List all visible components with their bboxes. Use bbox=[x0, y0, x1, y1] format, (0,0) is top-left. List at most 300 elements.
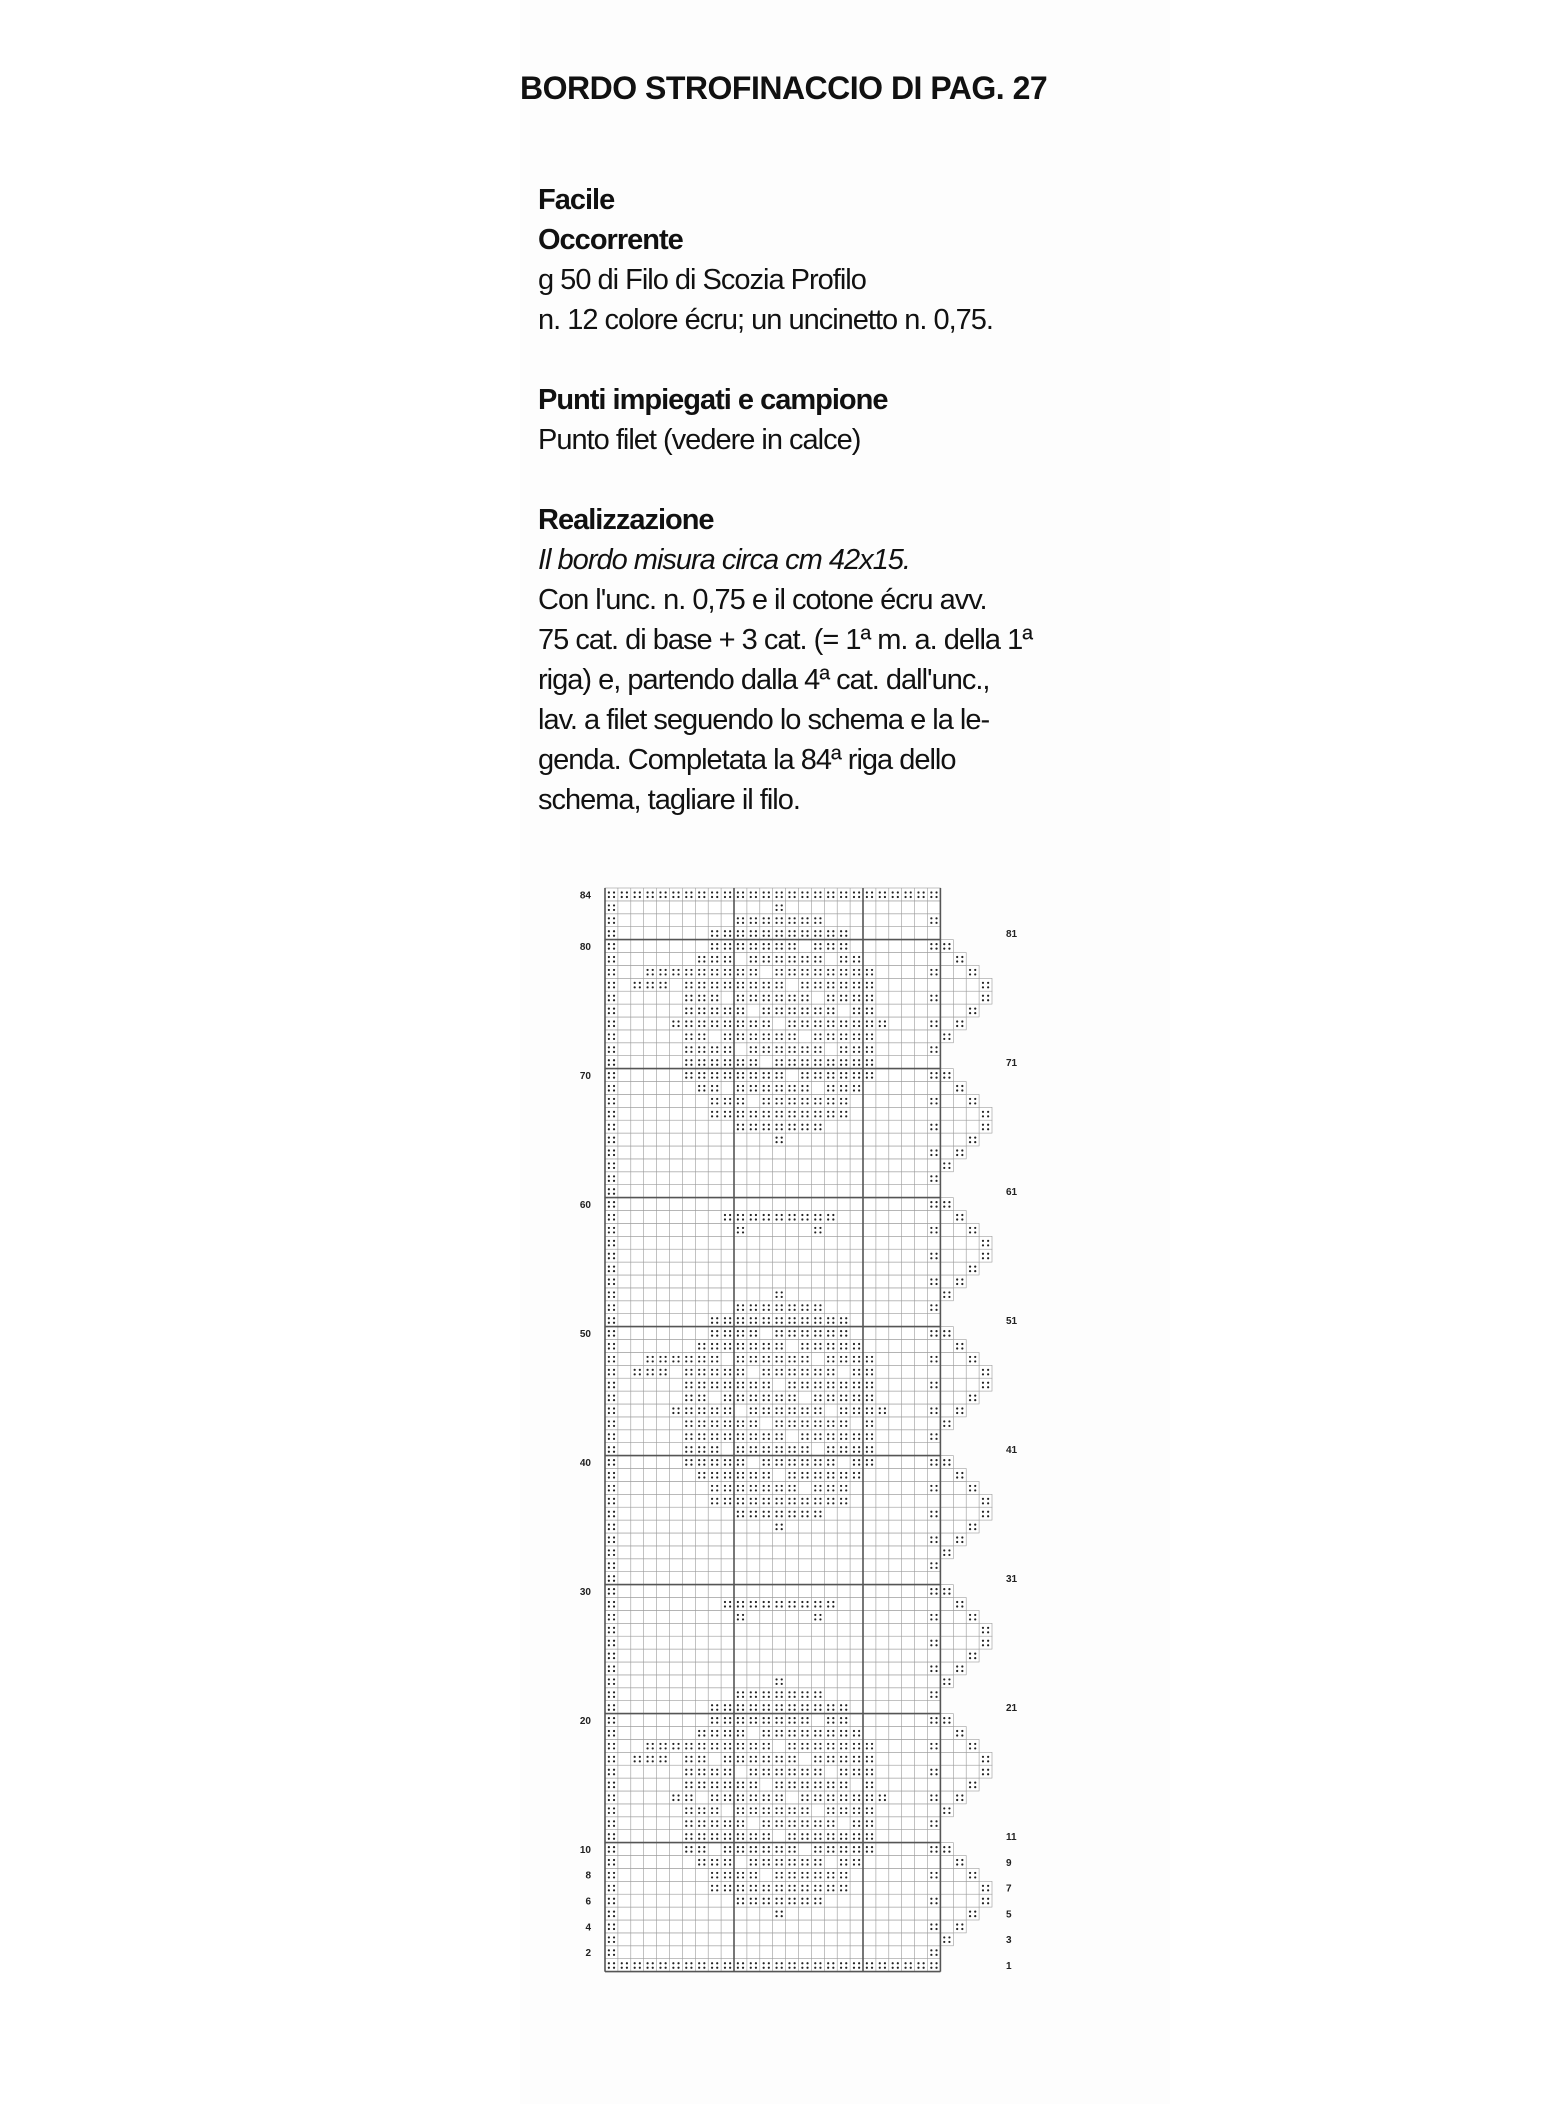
chart-block-dot bbox=[646, 891, 648, 893]
chart-block-dot bbox=[827, 1730, 829, 1732]
chart-block-dot bbox=[698, 1360, 700, 1362]
chart-block-dot bbox=[982, 1373, 984, 1375]
chart-block-dot bbox=[724, 1773, 726, 1775]
chart-block-dot bbox=[827, 1214, 829, 1216]
chart-block-dot bbox=[840, 1476, 842, 1478]
chart-block-dot bbox=[956, 1214, 958, 1216]
chart-block-dot bbox=[613, 1446, 615, 1448]
chart-block-dot bbox=[613, 935, 615, 937]
chart-block-dot bbox=[737, 1098, 739, 1100]
chart-block-dot bbox=[794, 1111, 796, 1113]
chart-block-dot bbox=[763, 1309, 765, 1311]
chart-block-dot bbox=[788, 1038, 790, 1040]
chart-block-dot bbox=[781, 1967, 783, 1969]
chart-block-dot bbox=[871, 1838, 873, 1840]
chart-block-dot bbox=[608, 1567, 610, 1569]
row-label-right: 9 bbox=[1006, 1857, 1012, 1869]
chart-block-dot bbox=[677, 969, 679, 971]
chart-block-dot bbox=[755, 1128, 757, 1130]
chart-block-dot bbox=[711, 1020, 713, 1022]
chart-block-dot bbox=[806, 1089, 808, 1091]
chart-block-dot bbox=[755, 1760, 757, 1762]
chart-block-dot bbox=[729, 1846, 731, 1848]
chart-block-dot bbox=[930, 1407, 932, 1409]
chart-block-dot bbox=[608, 1175, 610, 1177]
chart-block-dot bbox=[853, 1451, 855, 1453]
chart-block-dot bbox=[613, 1562, 615, 1564]
chart-block-dot bbox=[845, 1077, 847, 1079]
chart-block-dot bbox=[716, 995, 718, 997]
chart-block-dot bbox=[832, 1730, 834, 1732]
chart-block-dot bbox=[608, 1343, 610, 1345]
chart-block-dot bbox=[781, 1730, 783, 1732]
chart-block-dot bbox=[665, 986, 667, 988]
chart-block-dot bbox=[943, 1593, 945, 1595]
chart-block-dot bbox=[755, 969, 757, 971]
chart-block-dot bbox=[737, 1347, 739, 1349]
chart-block-dot bbox=[974, 969, 976, 971]
chart-block-dot bbox=[814, 1098, 816, 1100]
chart-block-dot bbox=[806, 1077, 808, 1079]
chart-block-dot bbox=[845, 1425, 847, 1427]
chart-block-dot bbox=[956, 1472, 958, 1474]
chart-block-dot bbox=[845, 935, 847, 937]
chart-block-dot bbox=[613, 1244, 615, 1246]
chart-block-dot bbox=[788, 1863, 790, 1865]
chart-block-dot bbox=[930, 1412, 932, 1414]
chart-block-dot bbox=[737, 1309, 739, 1311]
chart-block-dot bbox=[716, 1111, 718, 1113]
chart-block-dot bbox=[608, 1554, 610, 1556]
chart-block-dot bbox=[729, 1782, 731, 1784]
chart-block-dot bbox=[819, 1382, 821, 1384]
chart-block-dot bbox=[724, 1425, 726, 1427]
chart-block-dot bbox=[814, 1412, 816, 1414]
chart-block-dot bbox=[768, 1734, 770, 1736]
chart-block-dot bbox=[737, 1898, 739, 1900]
chart-block-dot bbox=[724, 943, 726, 945]
chart-block-dot bbox=[814, 1369, 816, 1371]
chart-block-dot bbox=[737, 1077, 739, 1079]
chart-block-dot bbox=[690, 1451, 692, 1453]
chart-block-dot bbox=[845, 960, 847, 962]
chart-block-dot bbox=[729, 1889, 731, 1891]
chart-block-dot bbox=[801, 1330, 803, 1332]
chart-block-dot bbox=[737, 1820, 739, 1822]
chart-block-dot bbox=[781, 1511, 783, 1513]
chart-block-dot bbox=[608, 1167, 610, 1169]
chart-block-dot bbox=[613, 1412, 615, 1414]
chart-block-dot bbox=[690, 986, 692, 988]
chart-block-dot bbox=[768, 1704, 770, 1706]
chart-block-dot bbox=[768, 1089, 770, 1091]
chart-block-dot bbox=[608, 1820, 610, 1822]
chart-block-dot bbox=[763, 1464, 765, 1466]
chart-block-dot bbox=[775, 1601, 777, 1603]
chart-block-dot bbox=[794, 1051, 796, 1053]
chart-block-dot bbox=[608, 1876, 610, 1878]
chart-block-dot bbox=[948, 1201, 950, 1203]
chart-block-dot bbox=[729, 973, 731, 975]
chart-block-dot bbox=[806, 1799, 808, 1801]
chart-block-dot bbox=[987, 1257, 989, 1259]
chart-block-dot bbox=[866, 1420, 868, 1422]
chart-block-dot bbox=[724, 1373, 726, 1375]
chart-block-dot bbox=[806, 1709, 808, 1711]
chart-block-dot bbox=[832, 891, 834, 893]
chart-block-dot bbox=[608, 973, 610, 975]
chart-block-dot bbox=[853, 1046, 855, 1048]
chart-block-dot bbox=[690, 1794, 692, 1796]
chart-block-dot bbox=[840, 1863, 842, 1865]
chart-block-dot bbox=[716, 1812, 718, 1814]
chart-block-dot bbox=[987, 1502, 989, 1504]
chart-block-dot bbox=[608, 1807, 610, 1809]
chart-block-dot bbox=[884, 1967, 886, 1969]
chart-block-dot bbox=[737, 1485, 739, 1487]
chart-block-dot bbox=[853, 982, 855, 984]
chart-block-dot bbox=[840, 982, 842, 984]
chart-block-dot bbox=[755, 1859, 757, 1861]
chart-block-dot bbox=[923, 1962, 925, 1964]
chart-block-dot bbox=[711, 1356, 713, 1358]
chart-block-dot bbox=[742, 1214, 744, 1216]
chart-block-dot bbox=[677, 1743, 679, 1745]
chart-block-dot bbox=[652, 896, 654, 898]
chart-block-dot bbox=[755, 1601, 757, 1603]
chart-block-dot bbox=[956, 1799, 958, 1801]
chart-block-dot bbox=[801, 1025, 803, 1027]
chart-block-dot bbox=[845, 1812, 847, 1814]
chart-block-dot bbox=[832, 1838, 834, 1840]
chart-block-dot bbox=[703, 1859, 705, 1861]
chart-block-dot bbox=[845, 969, 847, 971]
chart-block-dot bbox=[613, 1580, 615, 1582]
chart-block-dot bbox=[781, 1889, 783, 1891]
chart-block-dot bbox=[775, 969, 777, 971]
chart-block-dot bbox=[742, 1691, 744, 1693]
chart-block-dot bbox=[871, 982, 873, 984]
chart-block-dot bbox=[608, 1347, 610, 1349]
chart-block-dot bbox=[755, 1605, 757, 1607]
chart-block-dot bbox=[930, 1124, 932, 1126]
chart-block-dot bbox=[646, 1360, 648, 1362]
chart-block-dot bbox=[858, 1863, 860, 1865]
chart-block-dot bbox=[608, 1115, 610, 1117]
chart-block-dot bbox=[961, 1283, 963, 1285]
chart-block-dot bbox=[781, 986, 783, 988]
chart-block-dot bbox=[832, 1782, 834, 1784]
chart-block-dot bbox=[737, 1008, 739, 1010]
chart-block-dot bbox=[806, 1794, 808, 1796]
chart-block-dot bbox=[858, 1033, 860, 1035]
chart-block-dot bbox=[930, 1898, 932, 1900]
chart-block-dot bbox=[827, 995, 829, 997]
chart-block-dot bbox=[794, 1846, 796, 1848]
chart-block-dot bbox=[698, 1967, 700, 1969]
chart-block-dot bbox=[690, 1399, 692, 1401]
chart-block-dot bbox=[768, 1825, 770, 1827]
chart-block-dot bbox=[716, 982, 718, 984]
chart-block-dot bbox=[806, 1747, 808, 1749]
chart-block-dot bbox=[775, 1433, 777, 1435]
chart-block-dot bbox=[827, 1008, 829, 1010]
chart-block-dot bbox=[646, 1967, 648, 1969]
chart-block-dot bbox=[737, 1399, 739, 1401]
chart-block-dot bbox=[652, 1756, 654, 1758]
chart-block-dot bbox=[613, 1399, 615, 1401]
chart-block-dot bbox=[608, 1395, 610, 1397]
chart-block-dot bbox=[801, 1812, 803, 1814]
chart-block-dot bbox=[685, 1020, 687, 1022]
chart-block-dot bbox=[690, 1373, 692, 1375]
chart-block-dot bbox=[930, 1433, 932, 1435]
chart-block-dot bbox=[814, 1072, 816, 1074]
chart-block-dot bbox=[685, 982, 687, 984]
chart-block-dot bbox=[677, 1356, 679, 1358]
chart-block-dot bbox=[755, 1851, 757, 1853]
chart-block-dot bbox=[948, 1330, 950, 1332]
chart-block-dot bbox=[781, 1098, 783, 1100]
chart-block-dot bbox=[729, 1020, 731, 1022]
chart-block-dot bbox=[935, 1902, 937, 1904]
chart-block-dot bbox=[737, 1425, 739, 1427]
chart-block-dot bbox=[840, 1709, 842, 1711]
chart-block-dot bbox=[930, 1846, 932, 1848]
chart-block-dot bbox=[768, 986, 770, 988]
chart-block-dot bbox=[724, 1395, 726, 1397]
chart-block-dot bbox=[845, 973, 847, 975]
chart-block-dot bbox=[763, 1489, 765, 1491]
chart-block-dot bbox=[711, 935, 713, 937]
chart-block-dot bbox=[845, 1476, 847, 1478]
chart-block-dot bbox=[729, 1489, 731, 1491]
chart-block-dot bbox=[703, 956, 705, 958]
chart-block-dot bbox=[737, 1382, 739, 1384]
chart-block-dot bbox=[781, 1898, 783, 1900]
chart-block-dot bbox=[871, 1356, 873, 1358]
chart-block-dot bbox=[724, 1889, 726, 1891]
chart-block-dot bbox=[613, 1812, 615, 1814]
chart-block-dot bbox=[703, 1851, 705, 1853]
chart-block-dot bbox=[987, 1627, 989, 1629]
chart-block-dot bbox=[827, 1838, 829, 1840]
chart-block-dot bbox=[987, 999, 989, 1001]
chart-block-dot bbox=[698, 1386, 700, 1388]
chart-block-dot bbox=[711, 1876, 713, 1878]
chart-block-dot bbox=[698, 1459, 700, 1461]
chart-block-dot bbox=[827, 1395, 829, 1397]
chart-block-dot bbox=[613, 1678, 615, 1680]
chart-block-dot bbox=[608, 1502, 610, 1504]
chart-block-dot bbox=[930, 1691, 932, 1693]
chart-block-dot bbox=[768, 1382, 770, 1384]
chart-block-dot bbox=[832, 1722, 834, 1724]
chart-block-dot bbox=[794, 1476, 796, 1478]
chart-block-dot bbox=[801, 1382, 803, 1384]
chart-block-dot bbox=[781, 1885, 783, 1887]
chart-block-dot bbox=[608, 1012, 610, 1014]
chart-block-dot bbox=[724, 935, 726, 937]
chart-block-dot bbox=[935, 1051, 937, 1053]
chart-block-dot bbox=[775, 1369, 777, 1371]
chart-block-dot bbox=[613, 1162, 615, 1164]
chart-block-dot bbox=[879, 1020, 881, 1022]
chart-block-dot bbox=[853, 1446, 855, 1448]
chart-block-dot bbox=[608, 1425, 610, 1427]
chart-block-dot bbox=[866, 1451, 868, 1453]
chart-block-dot bbox=[827, 1356, 829, 1358]
chart-block-dot bbox=[819, 930, 821, 932]
chart-block-dot bbox=[866, 1386, 868, 1388]
chart-block-dot bbox=[768, 1407, 770, 1409]
chart-block-dot bbox=[832, 930, 834, 932]
chart-block-dot bbox=[613, 1954, 615, 1956]
chart-block-dot bbox=[646, 1747, 648, 1749]
chart-block-dot bbox=[690, 1769, 692, 1771]
chart-block-dot bbox=[871, 1812, 873, 1814]
chart-block-dot bbox=[961, 960, 963, 962]
chart-block-dot bbox=[840, 1343, 842, 1345]
chart-block-dot bbox=[987, 1631, 989, 1633]
chart-block-dot bbox=[853, 1020, 855, 1022]
chart-block-dot bbox=[935, 1962, 937, 1964]
chart-block-dot bbox=[853, 1730, 855, 1732]
chart-block-dot bbox=[768, 1115, 770, 1117]
chart-block-dot bbox=[768, 1386, 770, 1388]
chart-block-dot bbox=[806, 1769, 808, 1771]
chart-block-dot bbox=[884, 1407, 886, 1409]
chart-block-dot bbox=[871, 1072, 873, 1074]
chart-block-dot bbox=[845, 891, 847, 893]
chart-block-dot bbox=[858, 1743, 860, 1745]
chart-block-dot bbox=[742, 1902, 744, 1904]
chart-block-dot bbox=[608, 1141, 610, 1143]
chart-block-dot bbox=[840, 1046, 842, 1048]
chart-block-dot bbox=[930, 969, 932, 971]
chart-block-dot bbox=[685, 1412, 687, 1414]
chart-block-dot bbox=[974, 1489, 976, 1491]
chart-block-dot bbox=[613, 1291, 615, 1293]
chart-block-dot bbox=[794, 1872, 796, 1874]
chart-block-dot bbox=[930, 1386, 932, 1388]
chart-block-dot bbox=[930, 1717, 932, 1719]
chart-block-dot bbox=[840, 1420, 842, 1422]
chart-block-dot bbox=[832, 1025, 834, 1027]
chart-block-dot bbox=[755, 982, 757, 984]
chart-block-dot bbox=[755, 1773, 757, 1775]
chart-block-dot bbox=[672, 1020, 674, 1022]
chart-block-dot bbox=[948, 943, 950, 945]
chart-block-dot bbox=[858, 1399, 860, 1401]
chart-block-dot bbox=[775, 1717, 777, 1719]
chart-block-dot bbox=[763, 1515, 765, 1517]
chart-block-dot bbox=[806, 1343, 808, 1345]
chart-block-dot bbox=[711, 1335, 713, 1337]
chart-block-dot bbox=[806, 986, 808, 988]
chart-block-dot bbox=[703, 1038, 705, 1040]
chart-block-dot bbox=[845, 1717, 847, 1719]
chart-block-dot bbox=[742, 917, 744, 919]
chart-block-dot bbox=[819, 1799, 821, 1801]
chart-block-dot bbox=[711, 1111, 713, 1113]
chart-block-dot bbox=[750, 896, 752, 898]
chart-block-dot bbox=[827, 1347, 829, 1349]
chart-block-dot bbox=[974, 1270, 976, 1272]
chart-block-dot bbox=[703, 1046, 705, 1048]
chart-block-dot bbox=[737, 1227, 739, 1229]
chart-block-dot bbox=[750, 1382, 752, 1384]
chart-block-dot bbox=[781, 1304, 783, 1306]
chart-block-dot bbox=[943, 1941, 945, 1943]
chart-block-dot bbox=[703, 1760, 705, 1762]
chart-block-dot bbox=[703, 973, 705, 975]
chart-block-dot bbox=[698, 1051, 700, 1053]
chart-block-dot bbox=[639, 982, 641, 984]
instructions-heading: Realizzazione bbox=[538, 504, 714, 536]
chart-block-dot bbox=[613, 1335, 615, 1337]
chart-block-dot bbox=[871, 1382, 873, 1384]
chart-block-dot bbox=[845, 948, 847, 950]
chart-block-dot bbox=[703, 1773, 705, 1775]
chart-block-dot bbox=[845, 1885, 847, 1887]
chart-block-dot bbox=[716, 1786, 718, 1788]
chart-block-dot bbox=[801, 1833, 803, 1835]
chart-block-dot bbox=[853, 1395, 855, 1397]
chart-block-dot bbox=[685, 1807, 687, 1809]
chart-block-dot bbox=[711, 1085, 713, 1087]
chart-block-dot bbox=[742, 1386, 744, 1388]
chart-block-dot bbox=[845, 982, 847, 984]
chart-block-dot bbox=[703, 1369, 705, 1371]
instruction-line: Con l'unc. n. 0,75 e il cotone écru avv. bbox=[538, 584, 987, 616]
chart-block-dot bbox=[763, 1343, 765, 1345]
chart-block-dot bbox=[659, 1373, 661, 1375]
chart-block-dot bbox=[866, 1399, 868, 1401]
chart-block-dot bbox=[755, 1064, 757, 1066]
chart-block-dot bbox=[840, 1317, 842, 1319]
chart-block-dot bbox=[608, 1257, 610, 1259]
chart-block-dot bbox=[639, 986, 641, 988]
chart-block-dot bbox=[703, 1846, 705, 1848]
chart-block-dot bbox=[840, 973, 842, 975]
chart-block-dot bbox=[711, 1051, 713, 1053]
chart-block-dot bbox=[698, 956, 700, 958]
chart-block-dot bbox=[819, 1077, 821, 1079]
chart-block-dot bbox=[729, 1214, 731, 1216]
chart-block-dot bbox=[974, 1137, 976, 1139]
chart-block-dot bbox=[763, 1851, 765, 1853]
chart-block-dot bbox=[763, 956, 765, 958]
chart-block-dot bbox=[879, 891, 881, 893]
chart-block-dot bbox=[930, 1722, 932, 1724]
chart-block-dot bbox=[840, 1425, 842, 1427]
chart-block-dot bbox=[613, 1794, 615, 1796]
chart-block-dot bbox=[806, 1451, 808, 1453]
chart-block-dot bbox=[930, 1696, 932, 1698]
chart-block-dot bbox=[665, 1967, 667, 1969]
chart-block-dot bbox=[750, 1111, 752, 1113]
chart-block-dot bbox=[871, 1747, 873, 1749]
chart-block-dot bbox=[801, 1085, 803, 1087]
chart-block-dot bbox=[672, 1799, 674, 1801]
chart-block-dot bbox=[982, 999, 984, 1001]
chart-block-dot bbox=[639, 896, 641, 898]
chart-block-dot bbox=[698, 1472, 700, 1474]
chart-block-dot bbox=[775, 1085, 777, 1087]
chart-block-dot bbox=[763, 1438, 765, 1440]
chart-block-dot bbox=[832, 1876, 834, 1878]
